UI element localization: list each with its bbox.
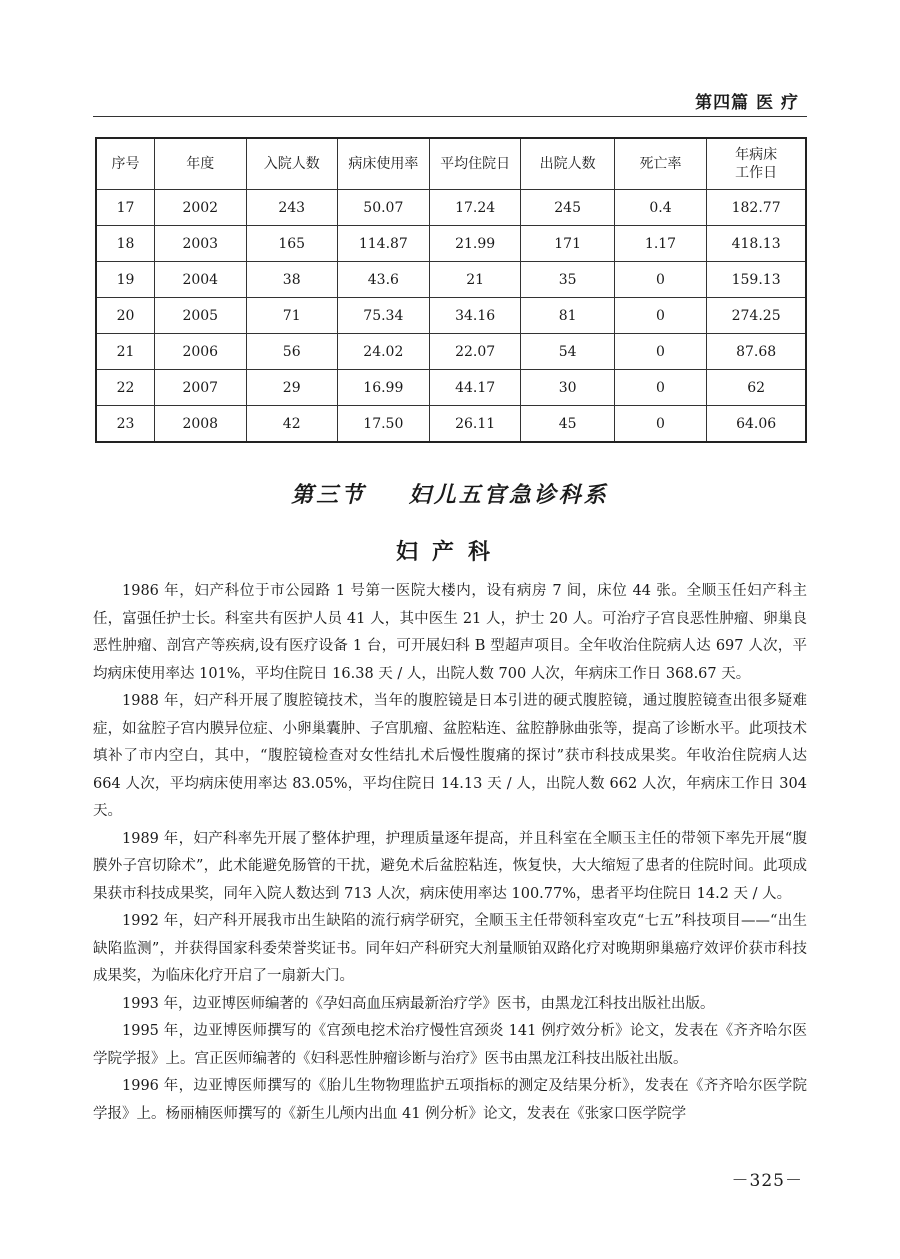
table-cell: 26.11 xyxy=(429,406,521,443)
table-cell: 54 xyxy=(521,334,614,370)
paragraph-1992: 1992 年，妇产科开展我市出生缺陷的流行病学研究，全顺玉主任带领科室攻克“七五”科技项目——“出生缺陷监测”，并获得国家科委荣誉奖证书。同年妇产科研究大剂量顺铂双路化疗对晚期卵巢癌疗效评价获市科技成果奖，为临床化疗开启了一扇新大门。 xyxy=(93,913,807,984)
table-cell: 17 xyxy=(96,190,154,226)
column-header: 平均住院日 xyxy=(429,138,521,190)
table-cell: 18 xyxy=(96,226,154,262)
column-header: 病床使用率 xyxy=(337,138,429,190)
table-cell: 0 xyxy=(614,370,706,406)
table-cell: 16.99 xyxy=(337,370,429,406)
table-cell: 2004 xyxy=(154,262,246,298)
table-row xyxy=(96,406,806,443)
table-cell: 56 xyxy=(246,334,337,370)
table-cell: 21.99 xyxy=(429,226,521,262)
section-title: 第三节 妇儿五官急诊科系 xyxy=(291,482,609,508)
table-cell: 20 xyxy=(96,298,154,334)
table-cell: 81 xyxy=(521,298,614,334)
table-cell: 44.17 xyxy=(429,370,521,406)
table-cell: 182.77 xyxy=(707,190,806,226)
table-cell: 245 xyxy=(521,190,614,226)
table-cell: 2008 xyxy=(154,406,246,443)
table-cell: 2002 xyxy=(154,190,246,226)
table-cell: 0 xyxy=(614,406,706,443)
table-cell: 243 xyxy=(246,190,337,226)
table-header-row xyxy=(96,138,806,190)
table-row xyxy=(96,370,806,406)
table-cell: 30 xyxy=(521,370,614,406)
paragraph-1996: 1996 年，边亚博医师撰写的《胎儿生物物理监护五项指标的测定及结果分析》，发表在《齐齐哈尔医学院学报》上。杨丽楠医师撰写的《新生儿颅内出血 41 例分析》论文，发表在《张家口医学院学 xyxy=(93,1078,807,1122)
table-cell: 29 xyxy=(246,370,337,406)
statistics-table xyxy=(95,137,807,443)
paragraph-1989: 1989 年，妇产科率先开展了整体护理，护理质量逐年提高，并且科室在全顺玉主任的带领下率先开展“腹膜外子宫切除术”，此术能避免肠管的干扰，避免术后盆腔粘连，恢复快，大大缩短了患者的住院时间。此项成果获市科技成果奖，同年入院人数达到 713 人次，病床使用率达 100.77%，患者平均住院日 14.2 天 / 人。 xyxy=(93,830,807,902)
table-cell: 42 xyxy=(246,406,337,443)
table-cell: 0 xyxy=(614,334,706,370)
paragraph-1995: 1995 年，边亚博医师撰写的《宫颈电挖术治疗慢性宫颈炎 141 例疗效分析》论文，发表在《齐齐哈尔医学院学报》上。宫正医师编著的《妇科恶性肿瘤诊断与治疗》医书由黑龙江科技出版社出版。 xyxy=(93,1023,807,1067)
paragraph-1993: 1993 年，边亚博医师编著的《孕妇高血压病最新治疗学》医书，由黑龙江科技出版社出版。 xyxy=(122,995,715,1012)
table-cell: 21 xyxy=(429,262,521,298)
column-header: 年病床 工作日 xyxy=(707,138,806,190)
table-cell: 22 xyxy=(96,370,154,406)
running-title: 第四篇 医 疗 xyxy=(695,93,799,113)
table-cell: 34.16 xyxy=(429,298,521,334)
table-cell: 0 xyxy=(614,298,706,334)
table-cell: 2003 xyxy=(154,226,246,262)
table-cell: 50.07 xyxy=(337,190,429,226)
table-cell: 35 xyxy=(521,262,614,298)
table-cell: 19 xyxy=(96,262,154,298)
paragraph-1986: 1986 年，妇产科位于市公园路 1 号第一医院大楼内，设有病房 7 间，床位 44 张。全顺玉任妇产科主任，富强任护士长。科室共有医护人员 41 人，其中医生 21 人，护士 20 人。可治疗子宫良恶性肿瘤、卵巢良恶性肿瘤、剖宫产等疾病,设有医疗设备 1 台，可开展妇科 B 型超声项目。全年收治住院病人达 697 人次，平均病床使用率达 101%，平均住院日 16.38 天 / 人，出院人数 700 人次，年病床工作日 368.67 天。 xyxy=(93,583,807,682)
table-cell: 114.87 xyxy=(337,226,429,262)
table-cell: 21 xyxy=(96,334,154,370)
table-cell: 418.13 xyxy=(707,226,806,262)
table-cell: 0.4 xyxy=(614,190,706,226)
table-cell: 22.07 xyxy=(429,334,521,370)
column-header: 出院人数 xyxy=(521,138,614,190)
table-cell: 64.06 xyxy=(707,406,806,443)
table-cell: 38 xyxy=(246,262,337,298)
table-cell: 17.24 xyxy=(429,190,521,226)
table-cell: 274.25 xyxy=(707,298,806,334)
table-cell: 2006 xyxy=(154,334,246,370)
table-cell: 1.17 xyxy=(614,226,706,262)
column-header: 入院人数 xyxy=(246,138,337,190)
column-header: 年度 xyxy=(154,138,246,190)
running-header xyxy=(93,84,807,117)
subsection-title: 妇产科 xyxy=(395,540,504,565)
table-body xyxy=(96,190,806,443)
table-cell: 2007 xyxy=(154,370,246,406)
table-row xyxy=(96,334,806,370)
table-row xyxy=(96,226,806,262)
table-cell: 165 xyxy=(246,226,337,262)
table-cell: 17.50 xyxy=(337,406,429,443)
table-cell: 75.34 xyxy=(337,298,429,334)
table-row xyxy=(96,262,806,298)
table-cell: 23 xyxy=(96,406,154,443)
table-cell: 159.13 xyxy=(707,262,806,298)
page-number: －325－ xyxy=(731,1171,803,1191)
table-row xyxy=(96,298,806,334)
table-cell: 62 xyxy=(707,370,806,406)
table-cell: 24.02 xyxy=(337,334,429,370)
table-cell: 87.68 xyxy=(707,334,806,370)
table-cell: 45 xyxy=(521,406,614,443)
paragraph-1988: 1988 年，妇产科开展了腹腔镜技术，当年的腹腔镜是日本引进的硬式腹腔镜，通过腹腔镜查出很多疑难症，如盆腔子宫内膜异位症、小卵巢囊肿、子宫肌瘤、盆腔粘连、盆腔静脉曲张等，提高了诊断水平。此项技术填补了市内空白，其中，“腹腔镜检查对女性结扎术后慢性腹痛的探讨”获市科技成果奖。年收治住院病人达 664 人次，平均病床使用率达 83.05%，平均住院日 14.13 天 / 人，出院人数 662 人次，年病床工作日 304 天。 xyxy=(93,693,807,819)
body-text xyxy=(93,578,807,1128)
table-cell: 2005 xyxy=(154,298,246,334)
column-header: 死亡率 xyxy=(614,138,706,190)
column-header: 序号 xyxy=(96,138,154,190)
table-cell: 171 xyxy=(521,226,614,262)
table-row xyxy=(96,190,806,226)
table-cell: 0 xyxy=(614,262,706,298)
table-cell: 71 xyxy=(246,298,337,334)
table-cell: 43.6 xyxy=(337,262,429,298)
